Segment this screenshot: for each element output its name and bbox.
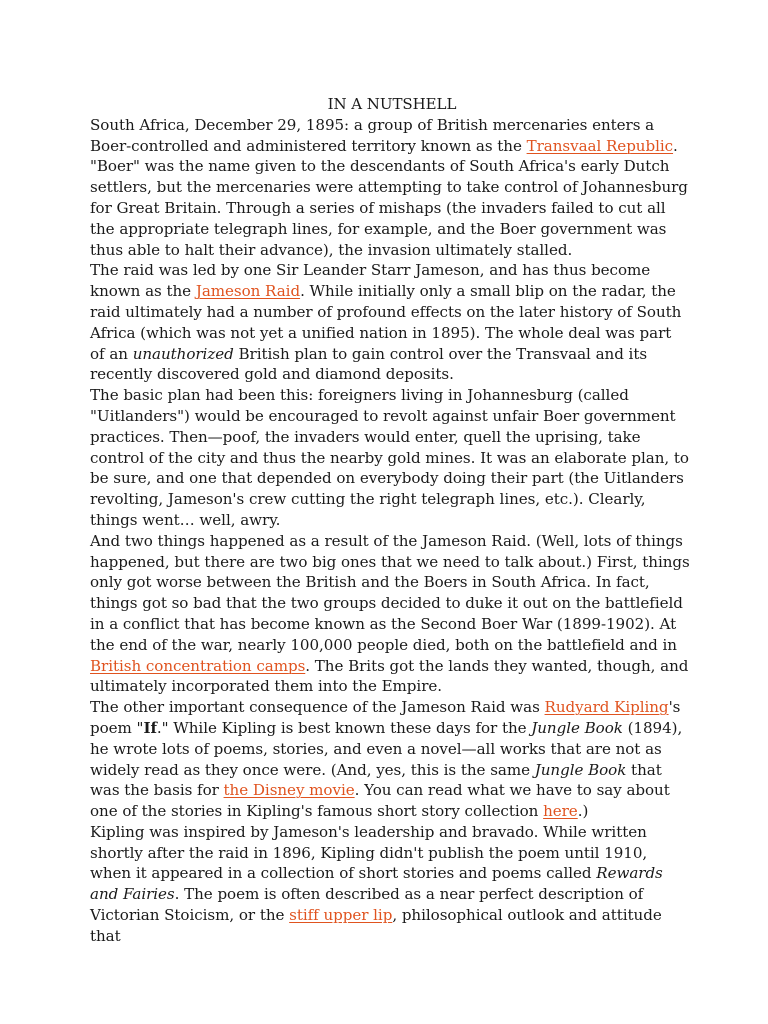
paragraph-5 [90, 697, 690, 822]
emphasis-jungle-book: Jungle Book [531, 718, 623, 737]
text-run: . The poem is often described as a near perfect description of Victorian Stoicism, or the [90, 885, 644, 925]
text-run: that was the basis for [90, 760, 662, 800]
text-run: ." While Kipling is best known these days for the [156, 718, 532, 737]
emphasis-unauthorized: unauthorized [132, 344, 234, 363]
text-run: (1894), he wrote lots of poems, stories, and even a novel—all works that are not as widely read as they once were. (And, yes, this is the same [90, 718, 683, 779]
paragraph-3 [90, 385, 690, 531]
link-transvaal-republic[interactable]: Transvaal Republic [526, 136, 674, 155]
link-jameson-raid[interactable]: Jameson Raid [195, 282, 301, 301]
link-disney-movie[interactable]: the Disney movie [223, 781, 355, 800]
text-run: 's poem " [90, 698, 681, 737]
text-run: . You can read what we have to say about one of the stories in Kipling's famous short story collection [90, 781, 670, 821]
text-run: Kipling was inspired by Jameson's leadership and bravado. While written shortly after the raid in 1896, Kipling didn't publish the poem until 1910, when it appeared in a collection of short stories and poems called [90, 822, 648, 883]
text-run: , philosophical outlook and attitude that [90, 906, 662, 945]
link-british-concentration-camps[interactable]: British concentration camps [90, 656, 306, 675]
page-title: IN A NUTSHELL [327, 95, 457, 113]
strong-if: If [143, 718, 157, 737]
paragraph-4 [90, 531, 690, 697]
text-run: The other important consequence of the Jameson Raid was [90, 698, 545, 717]
text-run: And two things happened as a result of the Jameson Raid. (Well, lots of things happened, but there are two big ones that we need to talk about.) First, things only got worse between the British and the Boers in South Africa. In fact, things got so bad that the two groups decided to duke it out on the battlefield in a conflict that has become known as the Second Boer War (1899-1902). At the end of the war, nearly 100,000 people died, both on the battlefield and in [90, 531, 690, 654]
text-run: . "Boer" was the name given to the descendants of South Africa's early Dutch settlers, but the mercenaries were attempting to take control of Johannesburg for Great Britain. Through a series of mishaps (the invaders failed to cut all the appropriate telegraph lines, for example, and the Boer government was thus able to halt their advance), the invasion ultimately stalled. [90, 136, 688, 259]
emphasis-rewards-and-fairies: Rewards and Fairies [90, 864, 663, 904]
text-run: British plan to gain control over the Transvaal and its recently discovered gold and diamond deposits. [90, 344, 648, 384]
document-page [90, 94, 690, 947]
text-run: . The Brits got the lands they wanted, though, and ultimately incorporated them into the Empire. [90, 656, 689, 696]
emphasis-jungle-book-2: Jungle Book [534, 760, 627, 779]
text-run: .) [577, 802, 589, 821]
paragraph-1 [90, 115, 690, 261]
text-run: The raid was led by one Sir Leander Starr Jameson, and has thus become known as the [90, 261, 651, 301]
paragraph-6 [90, 822, 690, 947]
text-run: The basic plan had been this: foreigners living in Johannesburg (called "Uitlanders") would be encouraged to revolt against unfair Boer government practices. Then—poof, the invaders would enter, quell the uprising, take control of the city and thus the nearby gold mines. It was an elaborate plan, to be sure, and one that depended on everybody doing their part (the Uitlanders revolting, Jameson's crew cutting the right telegraph lines, etc.). Clearly, things went… well, awry. [90, 386, 689, 529]
paragraph-2 [90, 260, 690, 385]
link-stiff-upper-lip[interactable]: stiff upper lip [289, 906, 393, 925]
text-run: . While initially only a small blip on the radar, the raid ultimately had a number of profound effects on the later history of South Africa (which was not yet a unified nation in 1895). The whole deal was part of an [90, 282, 682, 363]
link-rudyard-kipling[interactable]: Rudyard Kipling [544, 698, 669, 717]
link-here[interactable]: here [543, 802, 578, 821]
text-run: South Africa, December 29, 1895: a group of British mercenaries enters a Boer-controlled and administered territory known as the [90, 115, 655, 155]
